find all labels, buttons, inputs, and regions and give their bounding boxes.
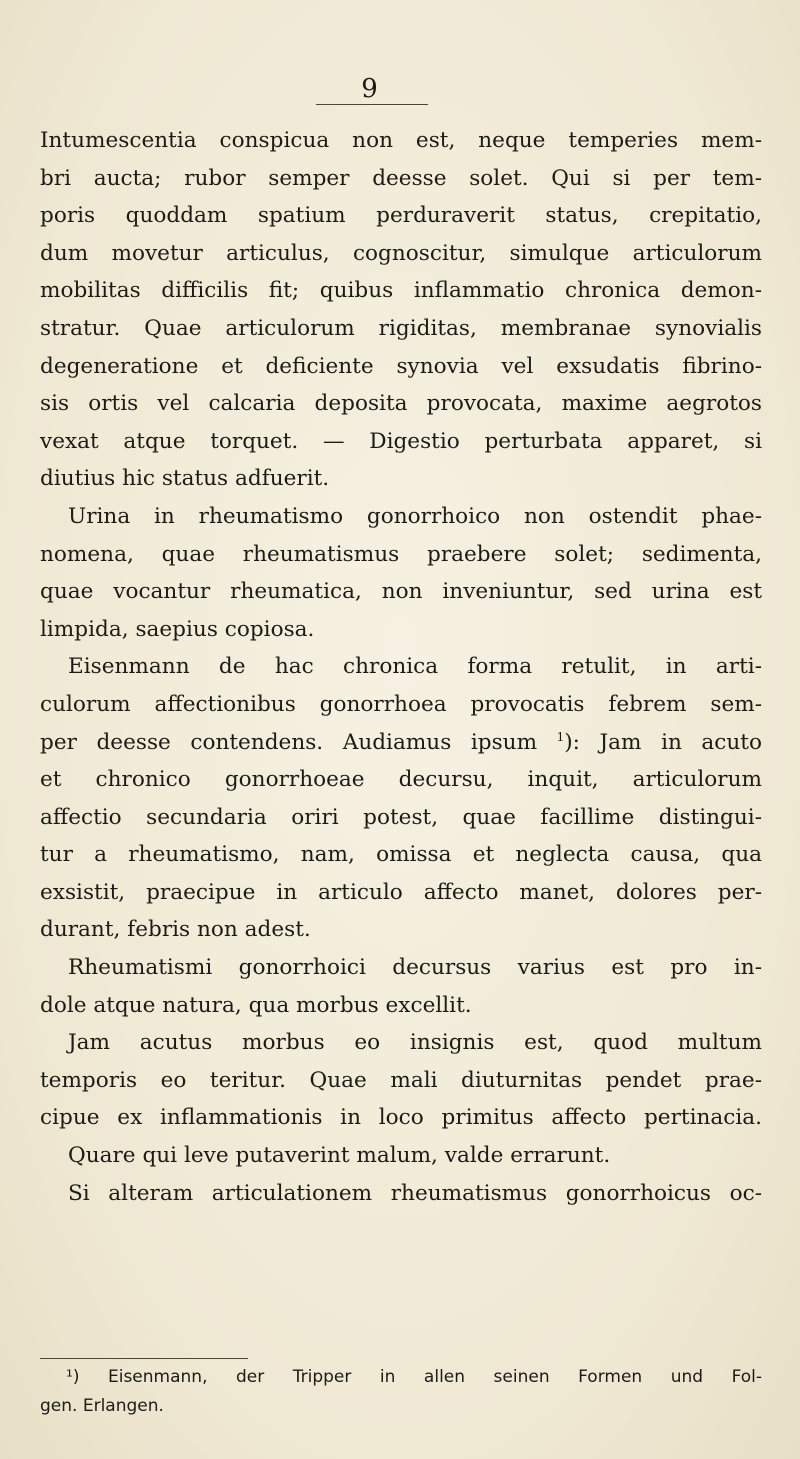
page-number-rule bbox=[316, 104, 428, 105]
text-line: cipue ex inflammationis in loco primitus affecto pertinacia. bbox=[40, 1105, 762, 1131]
footnote-marker: ¹) bbox=[66, 1367, 80, 1387]
text-line: exsistit, praecipue in articulo affecto manet, dolores per- bbox=[40, 879, 762, 905]
text-line: dum movetur articulus, cognoscitur, simulque articulorum bbox=[40, 240, 762, 266]
text-line: tur a rheumatismo, nam, omissa et neglecta causa, qua bbox=[40, 842, 762, 868]
text-line: durant, febris non adest. bbox=[40, 917, 311, 943]
page-number: 9 bbox=[361, 74, 379, 104]
footnote-line bbox=[40, 1363, 762, 1392]
text-line: temporis eo teritur. Quae mali diuturnitas pendet prae- bbox=[40, 1067, 762, 1093]
text-line: et chronico gonorrhoeae decursu, inquit, articulorum bbox=[40, 767, 762, 793]
text-line: limpida, saepius copiosa. bbox=[40, 616, 315, 642]
text-line: Urina in rheumatismo gonorrhoico non ostendit phae- bbox=[68, 503, 762, 529]
body-text bbox=[40, 122, 762, 1212]
text-line: culorum affectionibus gonorrhoea provocatis febrem sem- bbox=[40, 691, 762, 717]
text-line: quae vocantur rheumatica, non inveniuntur, sed urina est bbox=[40, 579, 762, 605]
text-line-with-footnote-ref bbox=[40, 724, 762, 762]
footnote-rule bbox=[40, 1358, 248, 1359]
footnote-text: Eisenmann, der Tripper in allen seinen Formen und Fol- bbox=[107, 1367, 762, 1387]
text-line: sis ortis vel calcaria deposita provocata, maxime aegrotos bbox=[40, 391, 762, 417]
text-line: Jam acutus morbus eo insignis est, quod multum bbox=[68, 1030, 762, 1056]
text-line: stratur. Quae articulorum rigiditas, membranae synovialis bbox=[40, 315, 762, 341]
text-line-part: per deesse contendens. Audiamus ipsum bbox=[40, 729, 538, 755]
text-line: diutius hic status adfuerit. bbox=[40, 466, 330, 492]
text-line: vexat atque torquet. — Digestio perturbata apparet, si bbox=[40, 428, 762, 454]
text-line: bri aucta; rubor semper deesse solet. Qui si per tem- bbox=[40, 165, 762, 191]
footnote bbox=[40, 1363, 762, 1421]
text-line: mobilitas difficilis fit; quibus inflammatio chronica demon- bbox=[40, 278, 762, 304]
text-line: affectio secundaria oriri potest, quae facillime distingui- bbox=[40, 804, 762, 830]
text-line: Eisenmann de hac chronica forma retulit, in arti- bbox=[68, 654, 762, 680]
text-line: Quare qui leve putaverint malum, valde errarunt. bbox=[68, 1143, 611, 1169]
text-line: poris quoddam spatium perduraverit status, crepitatio, bbox=[40, 203, 762, 229]
text-line: degeneratione et deficiente synovia vel exsudatis fibrino- bbox=[40, 353, 762, 379]
text-line: dole atque natura, qua morbus excellit. bbox=[40, 992, 472, 1018]
footnote-reference: 1 bbox=[556, 729, 565, 744]
text-line-part: ): Jam in acuto bbox=[564, 729, 762, 755]
text-line: nomena, quae rheumatismus praebere solet; sedimenta, bbox=[40, 541, 762, 567]
text-line: Intumescentia conspicua non est, neque temperies mem- bbox=[40, 128, 762, 153]
text-line: Si alteram articulationem rheumatismus gonorrhoicus oc- bbox=[68, 1180, 762, 1206]
text-line: Rheumatismi gonorrhoici decursus varius est pro in- bbox=[68, 955, 762, 981]
footnote-line: gen. Erlangen. bbox=[40, 1396, 164, 1416]
